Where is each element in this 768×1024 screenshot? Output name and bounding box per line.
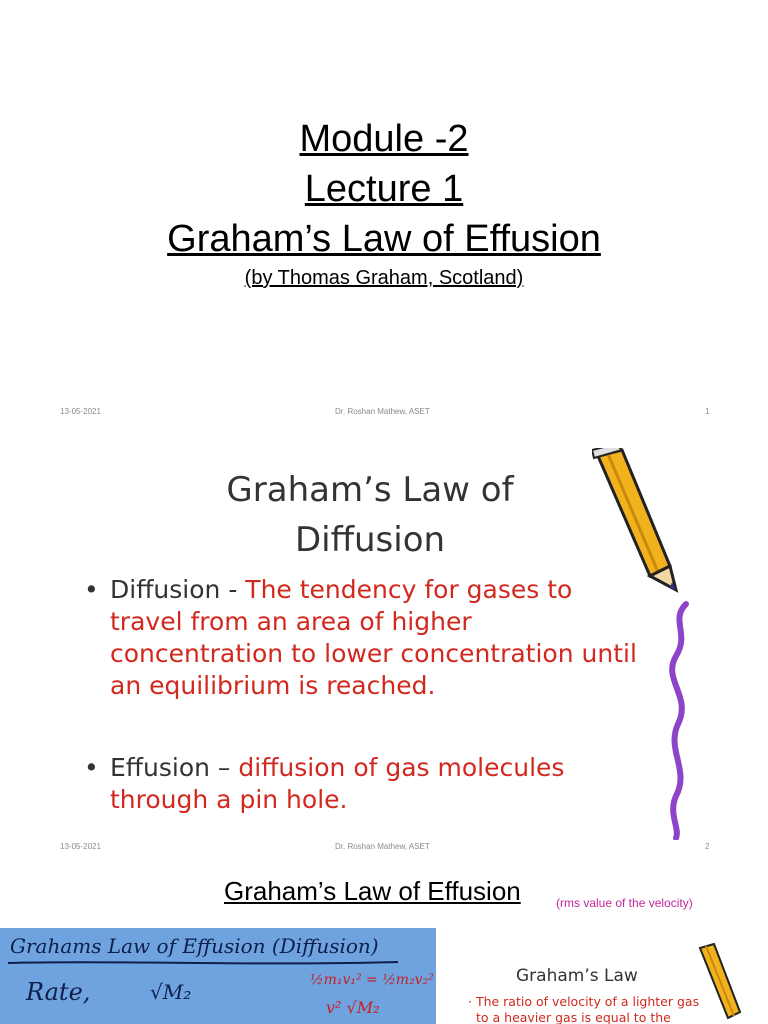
footer-author: Dr. Roshan Mathew, ASET [335, 842, 430, 851]
bullet-body [110, 574, 650, 702]
lecture-title [0, 168, 768, 211]
topic-title: Graham’s Law of Effusion [167, 218, 601, 260]
thumbnail-text-line1: · The ratio of velocity of a lighter gas [468, 994, 700, 1009]
bullet-body [110, 752, 650, 816]
term-effusion: Effusion – [110, 753, 239, 782]
squiggle-line-decoration [656, 600, 704, 840]
definition-diffusion: The tendency for gases to travel from an area of higher concentration to lower concentration until an equilibrium is reached. [110, 575, 637, 700]
topic-subtitle: (by Thomas Graham, Scotland) [244, 267, 524, 289]
slide-2 [0, 430, 768, 858]
module-title: Module -2 [299, 118, 469, 160]
thumbnail-title: Graham’s Law [516, 966, 638, 986]
lecture-title-text: Lecture 1 [304, 168, 464, 210]
thumbnail-text-line2: to a heavier gas is equal to the [476, 1010, 671, 1024]
graham-law-thumbnail [444, 928, 768, 1024]
slide-3 [0, 858, 768, 1024]
footer-page-number: 2 [705, 842, 710, 851]
rms-note: (rms value of the velocity) [556, 896, 693, 910]
term-diffusion: Diffusion - [110, 575, 246, 604]
board-underline [8, 960, 398, 966]
board-title: Grahams Law of Effusion (Diffusion) [10, 934, 379, 958]
footer-author: Dr. Roshan Mathew, ASET [335, 407, 430, 416]
board-rate-label: Rate, [26, 978, 91, 1006]
footer-date: 13-05-2021 [60, 842, 101, 851]
slide-title-line2: Diffusion [294, 520, 446, 560]
bullet-dot: • [84, 753, 99, 782]
bullet-effusion [84, 752, 644, 822]
board-equation-velocity: v² √M₂ [326, 998, 380, 1017]
slide-title-line1: Graham’s Law of [226, 470, 514, 510]
footer-page-number: 1 [705, 407, 710, 416]
footer-date: 13-05-2021 [60, 407, 101, 416]
bullet-diffusion [84, 574, 644, 706]
board-sqrt: √M₂ [150, 980, 192, 1004]
definition-effusion: diffusion of gas molecules through a pin hole. [110, 753, 565, 814]
slide-heading: Graham’s Law of Effusion [224, 876, 521, 906]
board-equation-energy: ½m₁v₁² = ½m₂v₂² [310, 972, 434, 988]
pencil-icon [696, 942, 746, 1024]
slide-1 [0, 0, 768, 430]
whiteboard-image [0, 928, 436, 1024]
bullet-dot: • [84, 575, 99, 604]
